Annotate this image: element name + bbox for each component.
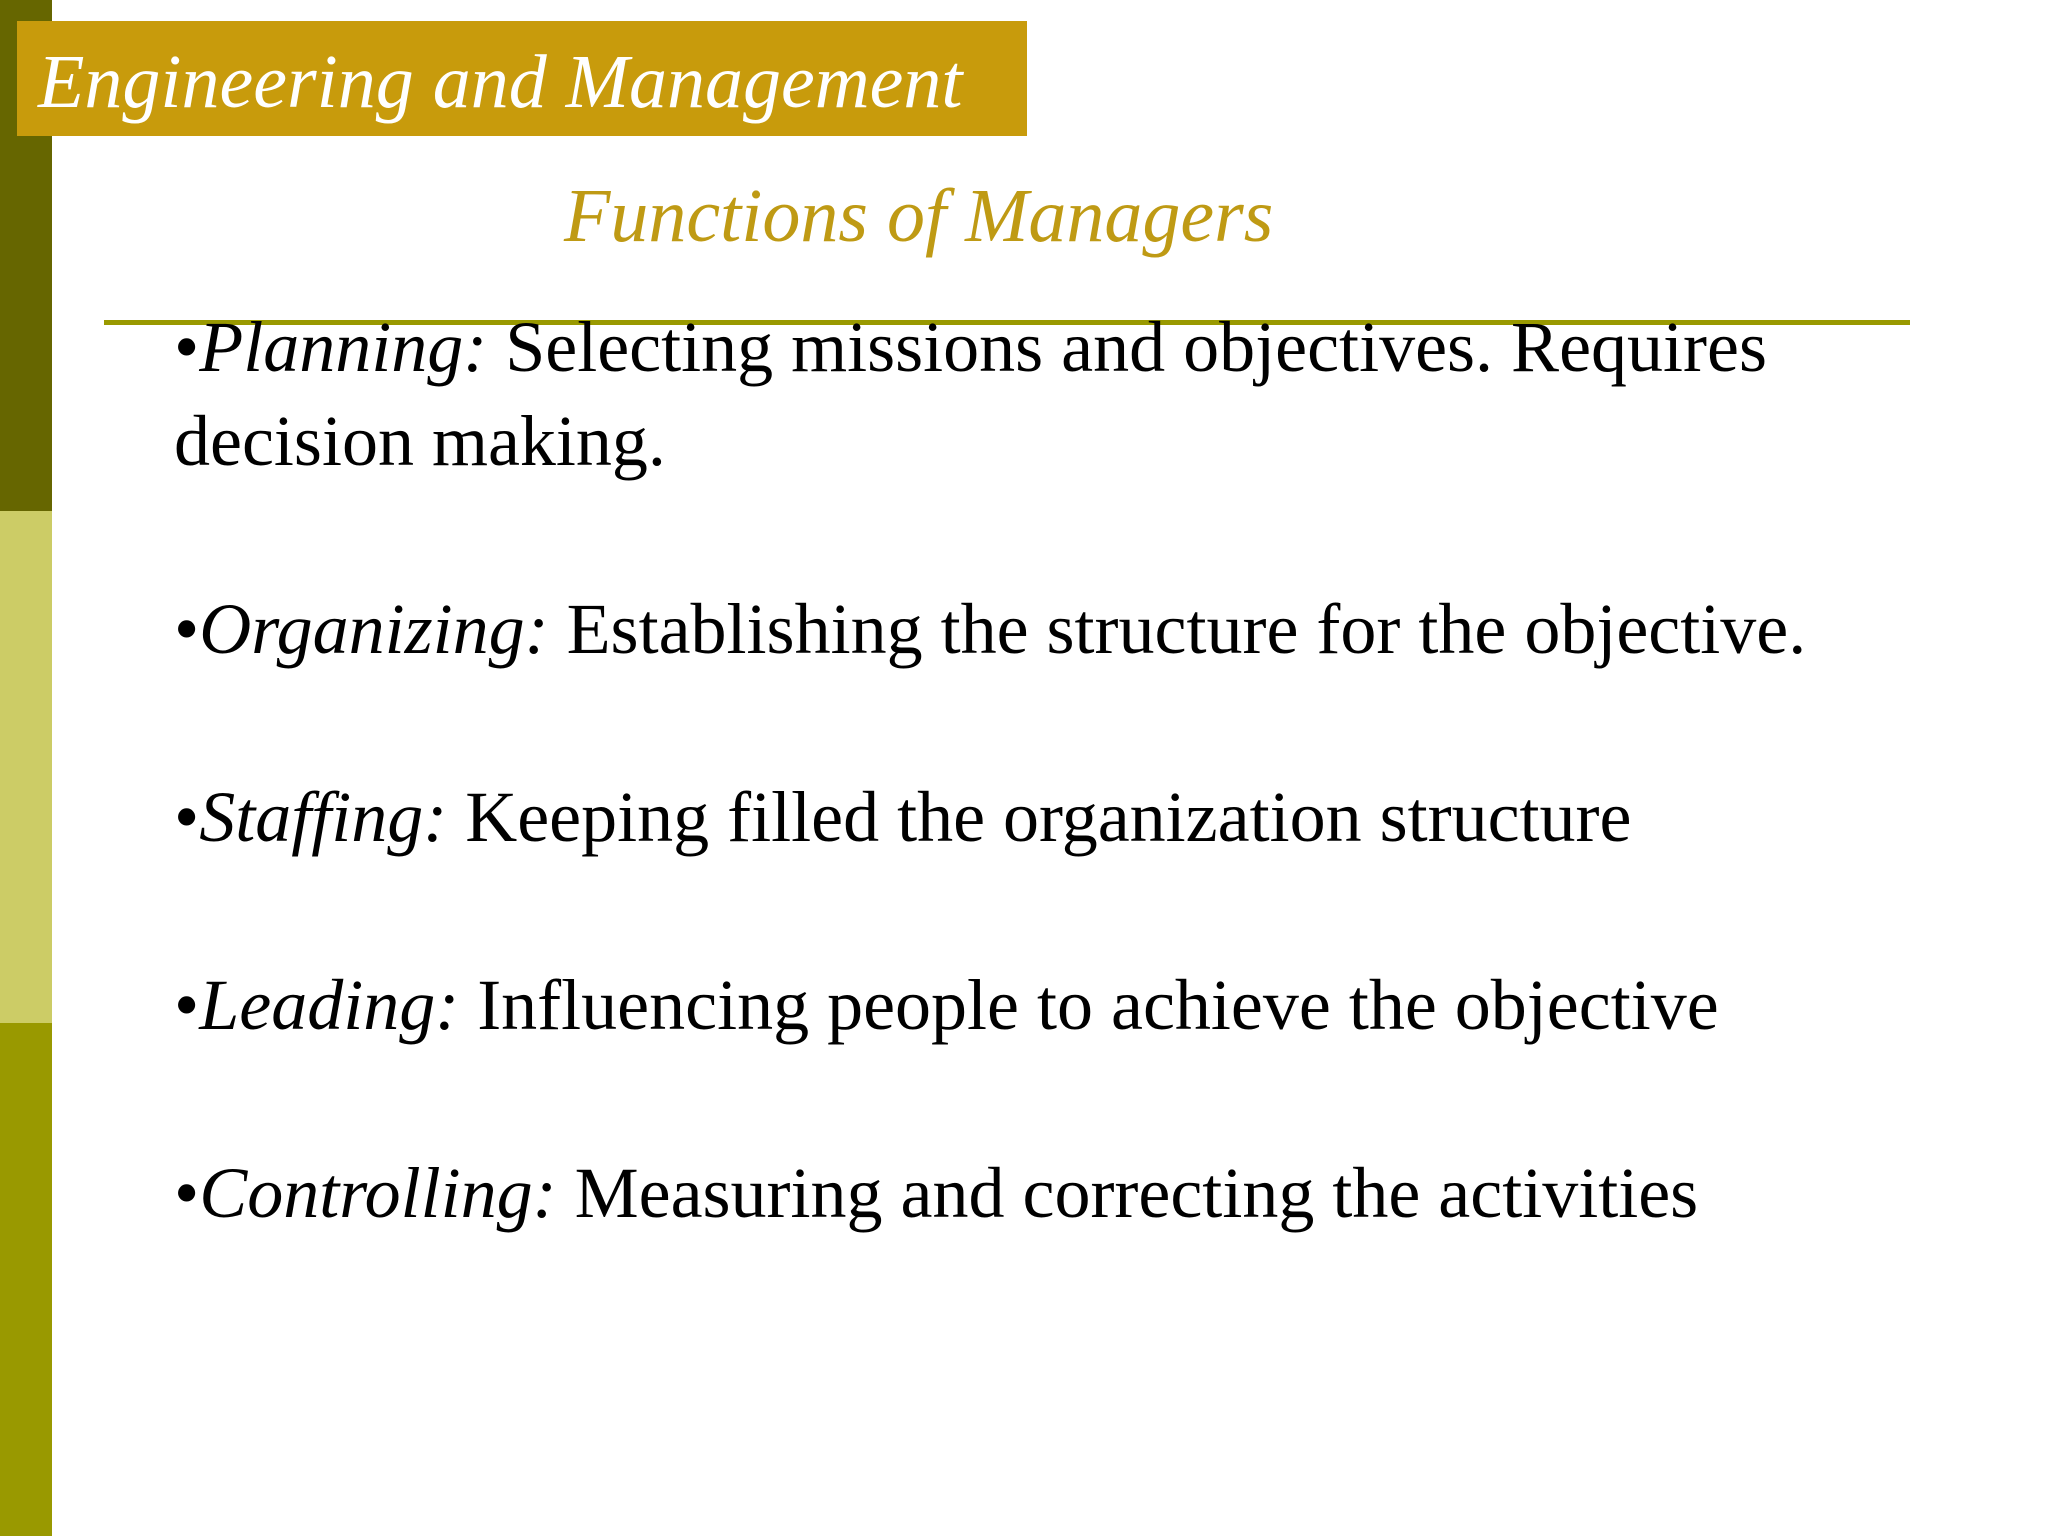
bullet-marker: • <box>174 307 200 387</box>
slide-title: Functions of Managers <box>564 174 1274 258</box>
bullet-description: Selecting missions and objectives. Requires decision making. <box>174 307 1767 481</box>
bullet-description: Establishing the structure for the objective. <box>548 589 1807 669</box>
bullet-marker: • <box>174 965 200 1045</box>
bullet-description: Keeping filled the organization structure <box>447 777 1632 857</box>
bullet-description: Measuring and correcting the activities <box>556 1153 1699 1233</box>
bullet-term: Organizing: <box>199 589 549 669</box>
bullet-item <box>174 770 1934 864</box>
bullet-item <box>174 582 1934 676</box>
bullet-description: Influencing people to achieve the objective <box>459 965 1719 1045</box>
bullet-marker: • <box>174 589 200 669</box>
bullet-item <box>174 1146 1934 1240</box>
bullet-list <box>174 300 1934 1334</box>
bullet-term: Controlling: <box>199 1153 557 1233</box>
bullet-term: Staffing: <box>199 777 448 857</box>
bullet-marker: • <box>174 1153 200 1233</box>
bullet-term: Leading: <box>199 965 460 1045</box>
bullet-item <box>174 958 1934 1052</box>
left-accent-bar-bottom <box>0 1023 52 1536</box>
bullet-item <box>174 300 1934 488</box>
bullet-marker: • <box>174 777 200 857</box>
course-title: Engineering and Management <box>38 40 963 124</box>
bullet-term: Planning: <box>199 307 488 387</box>
left-accent-bar-middle <box>0 511 52 1023</box>
